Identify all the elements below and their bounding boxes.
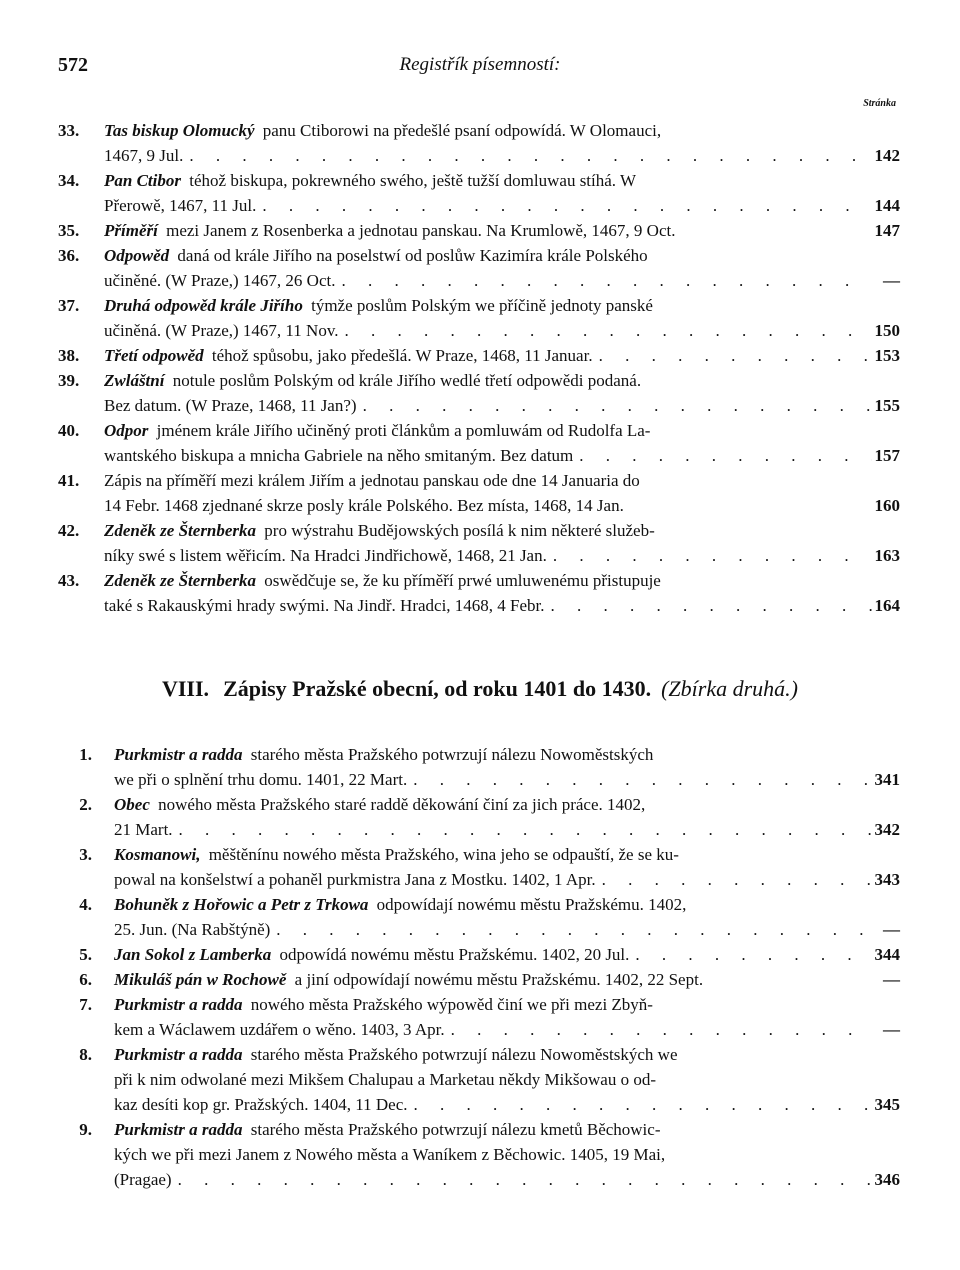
entry-last-text-value: téhož spůsobu, jako předešlá. W Praze, 1468, 11 Januar. bbox=[211, 346, 593, 365]
register-entry bbox=[58, 1117, 900, 1192]
page-reference: 341 bbox=[874, 770, 900, 789]
entry-text bbox=[104, 243, 900, 293]
dot-leader bbox=[173, 817, 872, 842]
entry-line bbox=[104, 293, 900, 318]
entry-last-text-value: a jiní odpowídají nowému městu Pražskému. 1402, 22 Sept. bbox=[294, 970, 704, 989]
register-entry bbox=[58, 1042, 900, 1117]
register-section-vii bbox=[58, 118, 900, 618]
register-section-viii bbox=[58, 742, 900, 1192]
entry-text bbox=[114, 1042, 900, 1117]
page-reference: — bbox=[883, 1020, 900, 1039]
entry-last-text-value: níky swé s listem wěřicím. Na Hradci Jindřichowě, 1468, 21 Jan. bbox=[104, 546, 547, 565]
entry-last-text-value: 25. Jun. (Na Rabštýně) bbox=[114, 920, 271, 939]
entry-last-line bbox=[114, 817, 900, 842]
entry-heading: Purkmistr a radda bbox=[114, 1120, 243, 1139]
entry-heading: Odpowěd bbox=[104, 246, 170, 265]
entry-line bbox=[104, 168, 900, 193]
entry-last-text bbox=[114, 817, 173, 842]
entry-number: 42. bbox=[58, 521, 80, 540]
entry-last-text-value: Přerowě, 1467, 11 Jul. bbox=[104, 196, 257, 215]
entry-last-line bbox=[114, 967, 900, 992]
entry-line-text: měštěnínu nowého města Pražského, wina jeho se odpauští, že se ku- bbox=[208, 845, 679, 864]
entry-line bbox=[114, 892, 900, 917]
entry-heading: Pan Ctibor bbox=[104, 171, 181, 190]
entry-text bbox=[104, 418, 900, 468]
entry-line bbox=[104, 243, 900, 268]
entry-number: 37. bbox=[58, 296, 80, 315]
entry-heading: Bohuněk z Hořowic a Petr z Trkowa bbox=[114, 895, 369, 914]
dot-leader bbox=[545, 593, 872, 618]
entry-last-text-value: kaz desíti kop gr. Pražských. 1404, 11 Dec. bbox=[114, 1095, 408, 1114]
entry-number: 7. bbox=[79, 995, 92, 1014]
entry-last-text-value: we při o splnění trhu domu. 1401, 22 Mart. bbox=[114, 770, 408, 789]
entry-last-text-value: také s Rakauskými hrady swými. Na Jindř. Hradci, 1468, 4 Febr. bbox=[104, 596, 545, 615]
entry-line bbox=[114, 742, 900, 767]
page-reference: 163 bbox=[874, 546, 900, 565]
entry-last-line bbox=[104, 268, 900, 293]
entry-last-text bbox=[114, 917, 270, 942]
entry-text bbox=[104, 168, 900, 218]
dot-leader bbox=[335, 268, 872, 293]
register-entry bbox=[58, 992, 900, 1042]
entry-last-line bbox=[114, 1092, 900, 1117]
entry-last-text-value: wantského biskupa a mnicha Gabriele na něho smitaným. Bez datum bbox=[104, 446, 574, 465]
entry-last-line bbox=[104, 218, 900, 243]
entry-line-text: starého města Pražského potwrzují nálezu Nowoměstských we bbox=[250, 1045, 678, 1064]
page-reference: 147 bbox=[874, 221, 900, 240]
entry-last-text bbox=[104, 193, 256, 218]
entry-last-text bbox=[104, 218, 675, 243]
page-reference: 345 bbox=[874, 1095, 900, 1114]
entry-line bbox=[114, 1142, 900, 1167]
entry-line-text: nowého města Pražského staré raddě děkowání činí za jich práce. 1402, bbox=[158, 795, 646, 814]
entry-line-text: pro wýstrahu Budějowských posílá k nim některé služeb- bbox=[264, 521, 655, 540]
entry-last-line bbox=[114, 942, 900, 967]
register-entry bbox=[58, 568, 900, 618]
page-reference: 150 bbox=[874, 321, 900, 340]
entry-line-text: Zápis na příměří mezi králem Jiřím a jednotau panskau ode dne 14 Januaria do bbox=[104, 471, 640, 490]
entry-number: 9. bbox=[79, 1120, 92, 1139]
entry-text bbox=[114, 892, 900, 942]
entry-line bbox=[104, 118, 900, 143]
entry-line-text: oswědčuje se, že ku příměří prwé umluwenému přistupuje bbox=[264, 571, 661, 590]
entry-last-line bbox=[104, 143, 900, 168]
entry-heading: Tas biskup Olomucký bbox=[104, 121, 255, 140]
register-entry bbox=[58, 118, 900, 168]
entry-line bbox=[114, 992, 900, 1017]
entry-line-text: týmže poslům Polským we příčině jednoty panské bbox=[311, 296, 653, 315]
entry-line bbox=[104, 368, 900, 393]
entry-last-text bbox=[104, 268, 335, 293]
entry-last-text bbox=[114, 1017, 445, 1042]
dot-leader bbox=[445, 1017, 872, 1042]
entry-text bbox=[104, 118, 900, 168]
entry-number: 1. bbox=[79, 745, 92, 764]
entry-last-text bbox=[104, 343, 593, 368]
entry-number: 34. bbox=[58, 171, 80, 190]
entry-last-text bbox=[104, 443, 573, 468]
entry-line-text: kých we při mezi Janem z Nowého města a Waníkem z Běchowic. 1405, 19 Mai, bbox=[114, 1145, 666, 1164]
register-entry bbox=[58, 742, 900, 792]
entry-last-line bbox=[104, 493, 900, 518]
entry-number: 3. bbox=[79, 845, 92, 864]
page-header bbox=[0, 0, 960, 109]
page-reference: 157 bbox=[874, 446, 900, 465]
entry-last-text-value: kem a Wáclawem uzdářem o wěno. 1403, 3 Apr. bbox=[114, 1020, 445, 1039]
register-entry bbox=[58, 518, 900, 568]
running-title: Registřík písemností: bbox=[399, 54, 561, 75]
section-subtitle: (Zbírka druhá.) bbox=[661, 676, 798, 701]
entry-last-text bbox=[114, 1092, 408, 1117]
entry-last-line bbox=[114, 917, 900, 942]
dot-leader bbox=[256, 193, 872, 218]
entry-line bbox=[114, 1067, 900, 1092]
entry-last-text bbox=[114, 867, 596, 892]
entry-line bbox=[114, 842, 900, 867]
page-reference: 342 bbox=[874, 820, 900, 839]
entry-text bbox=[104, 218, 900, 243]
register-entry bbox=[58, 243, 900, 293]
page-reference: — bbox=[883, 271, 900, 290]
entry-text bbox=[104, 343, 900, 368]
dot-leader bbox=[596, 867, 872, 892]
dot-leader bbox=[407, 767, 872, 792]
entry-line bbox=[114, 792, 900, 817]
entry-last-line bbox=[104, 343, 900, 368]
dot-leader bbox=[270, 917, 872, 942]
entry-last-text bbox=[104, 393, 357, 418]
entry-last-line bbox=[104, 593, 900, 618]
section-title: Zápisy Pražské obecní, od roku 1401 do 1430. bbox=[223, 676, 652, 701]
register-entry bbox=[58, 468, 900, 518]
entry-line bbox=[104, 418, 900, 443]
entry-line bbox=[104, 568, 900, 593]
entry-last-line bbox=[114, 767, 900, 792]
entry-heading: Příměří bbox=[104, 221, 158, 240]
entry-line-text: téhož biskupa, pokrewného swého, ještě tužší domluwau stíhá. W bbox=[189, 171, 637, 190]
entry-number: 41. bbox=[58, 471, 80, 490]
entry-line-text: starého města Pražského potwrzují nálezu kmetů Běchowic- bbox=[250, 1120, 661, 1139]
entry-last-text-value: powal na konšelstwí a pohaněl purkmistra Jana z Mostku. 1402, 1 Apr. bbox=[114, 870, 596, 889]
entry-text bbox=[114, 1117, 900, 1192]
page-reference: 160 bbox=[874, 496, 900, 515]
entry-heading: Purkmistr a radda bbox=[114, 745, 243, 764]
entry-text bbox=[104, 293, 900, 343]
entry-last-text bbox=[114, 1167, 172, 1192]
entry-line bbox=[104, 468, 900, 493]
entry-line-text: notule poslům Polským od krále Jiřího wedlé třetí odpowědi podaná. bbox=[172, 371, 642, 390]
entry-line bbox=[104, 518, 900, 543]
entry-text bbox=[114, 742, 900, 792]
entry-last-text bbox=[104, 543, 547, 568]
entry-text bbox=[104, 368, 900, 418]
entry-last-text-value: 21 Mart. bbox=[114, 820, 173, 839]
entry-line-text: panu Ctiborowi na předešlé psaní odpowídá. W Olomauci, bbox=[262, 121, 662, 140]
entry-heading: Kosmanowi, bbox=[114, 845, 201, 864]
entry-heading: Třetí odpowěd bbox=[104, 346, 204, 365]
entry-heading: Zwláštní bbox=[104, 371, 165, 390]
page-reference: 346 bbox=[874, 1170, 900, 1189]
entry-last-text-value: (Pragae) bbox=[114, 1170, 172, 1189]
entry-line-text: jménem krále Jiřího učiněný proti článkům a pomluwám od Rudolfa La- bbox=[156, 421, 651, 440]
entry-text bbox=[114, 792, 900, 842]
dot-leader bbox=[183, 143, 872, 168]
entry-number: 43. bbox=[58, 571, 80, 590]
entry-last-text-value: Bez datum. (W Praze, 1468, 11 Jan?) bbox=[104, 396, 357, 415]
entry-line bbox=[114, 1042, 900, 1067]
entry-last-text-value: odpowídá nowému městu Pražskému. 1402, 20 Jul. bbox=[279, 945, 630, 964]
entry-number: 2. bbox=[79, 795, 92, 814]
page-reference: 142 bbox=[874, 146, 900, 165]
entry-heading: Zdeněk ze Šternberka bbox=[104, 521, 257, 540]
entry-last-text bbox=[114, 767, 407, 792]
entry-line-text: nowého města Pražského wýpowěd činí we při mezi Zbyň- bbox=[250, 995, 653, 1014]
entry-last-text bbox=[104, 593, 545, 618]
entry-number: 8. bbox=[79, 1045, 92, 1064]
dot-leader bbox=[547, 543, 872, 568]
entry-line-text: daná od krále Jiřího na poselstwí od poslůw Kazimíra krále Polského bbox=[177, 246, 648, 265]
entry-line-text: odpowídají nowému městu Pražskému. 1402, bbox=[376, 895, 687, 914]
entry-number: 38. bbox=[58, 346, 80, 365]
entry-heading: Purkmistr a radda bbox=[114, 995, 243, 1014]
register-entry bbox=[58, 168, 900, 218]
entry-heading: Druhá odpowěd krále Jiřího bbox=[104, 296, 303, 315]
entry-text bbox=[114, 842, 900, 892]
entry-last-text bbox=[104, 493, 624, 518]
entry-last-text-value: mezi Janem z Rosenberka a jednotau panskau. Na Krumlowě, 1467, 9 Oct. bbox=[166, 221, 676, 240]
entry-last-text-value: učiněná. (W Praze,) 1467, 11 Nov. bbox=[104, 321, 339, 340]
entry-line-text: starého města Pražského potwrzují nálezu Nowoměstských bbox=[250, 745, 654, 764]
entry-line-text: při k nim odwolané mezi Mikšem Chalupau a Marketau někdy Mikšowau o od- bbox=[114, 1070, 656, 1089]
entry-last-text-value: 1467, 9 Jul. bbox=[104, 146, 184, 165]
page-reference: 343 bbox=[874, 870, 900, 889]
entry-last-text-value: 14 Febr. 1468 zjednané skrze posly krále Polského. Bez místa, 1468, 14 Jan. bbox=[104, 496, 624, 515]
entry-last-line bbox=[114, 1017, 900, 1042]
register-entry bbox=[58, 418, 900, 468]
entry-last-line bbox=[104, 543, 900, 568]
page-reference: 155 bbox=[874, 396, 900, 415]
entry-number: 6. bbox=[79, 970, 92, 989]
entry-text bbox=[104, 518, 900, 568]
entry-text bbox=[104, 568, 900, 618]
page-number: 572 bbox=[58, 54, 88, 76]
register-entry bbox=[58, 218, 900, 243]
entry-heading: Jan Sokol z Lamberka bbox=[114, 945, 272, 964]
dot-leader bbox=[573, 443, 872, 468]
entry-number: 36. bbox=[58, 246, 80, 265]
page-reference: — bbox=[883, 920, 900, 939]
entry-last-text-value: učiněné. (W Praze,) 1467, 26 Oct. bbox=[104, 271, 336, 290]
register-entry bbox=[58, 293, 900, 343]
entry-last-line bbox=[104, 443, 900, 468]
dot-leader bbox=[593, 343, 872, 368]
entry-last-text bbox=[104, 318, 338, 343]
entry-text bbox=[114, 942, 900, 967]
entry-last-text bbox=[114, 967, 703, 992]
entry-text bbox=[114, 992, 900, 1042]
register-entry bbox=[58, 892, 900, 942]
entry-heading: Mikuláš pán w Rochowě bbox=[114, 970, 287, 989]
dot-leader bbox=[338, 318, 872, 343]
entry-last-line bbox=[104, 193, 900, 218]
entry-last-line bbox=[114, 867, 900, 892]
entry-last-line bbox=[104, 318, 900, 343]
entry-heading: Obec bbox=[114, 795, 150, 814]
dot-leader bbox=[357, 393, 872, 418]
entry-number: 40. bbox=[58, 421, 80, 440]
dot-leader bbox=[172, 1167, 872, 1192]
entry-last-text bbox=[104, 143, 183, 168]
register-entry bbox=[58, 967, 900, 992]
entry-line bbox=[114, 1117, 900, 1142]
page-column-label: Stránka bbox=[863, 98, 896, 109]
register-entry bbox=[58, 842, 900, 892]
entry-number: 5. bbox=[79, 945, 92, 964]
register-entry bbox=[58, 942, 900, 967]
dot-leader bbox=[629, 942, 872, 967]
entry-last-line bbox=[104, 393, 900, 418]
register-entry bbox=[58, 368, 900, 418]
page-reference: 144 bbox=[874, 196, 900, 215]
section-roman-numeral: VIII. bbox=[161, 676, 210, 701]
page-reference: 153 bbox=[874, 346, 900, 365]
page-reference: — bbox=[883, 970, 900, 989]
page-reference: 164 bbox=[874, 596, 900, 615]
entry-heading: Zdeněk ze Šternberka bbox=[104, 571, 257, 590]
page-reference: 344 bbox=[874, 945, 900, 964]
entry-text bbox=[104, 468, 900, 518]
register-entry bbox=[58, 343, 900, 368]
section-heading bbox=[0, 676, 960, 702]
entry-last-text bbox=[114, 942, 629, 967]
entry-number: 4. bbox=[79, 895, 92, 914]
entry-last-line bbox=[114, 1167, 900, 1192]
entry-heading: Purkmistr a radda bbox=[114, 1045, 243, 1064]
entry-heading: Odpor bbox=[104, 421, 149, 440]
entry-number: 39. bbox=[58, 371, 80, 390]
entry-text bbox=[114, 967, 900, 992]
entry-number: 35. bbox=[58, 221, 80, 240]
register-entry bbox=[58, 792, 900, 842]
entry-number: 33. bbox=[58, 121, 80, 140]
dot-leader bbox=[408, 1092, 873, 1117]
